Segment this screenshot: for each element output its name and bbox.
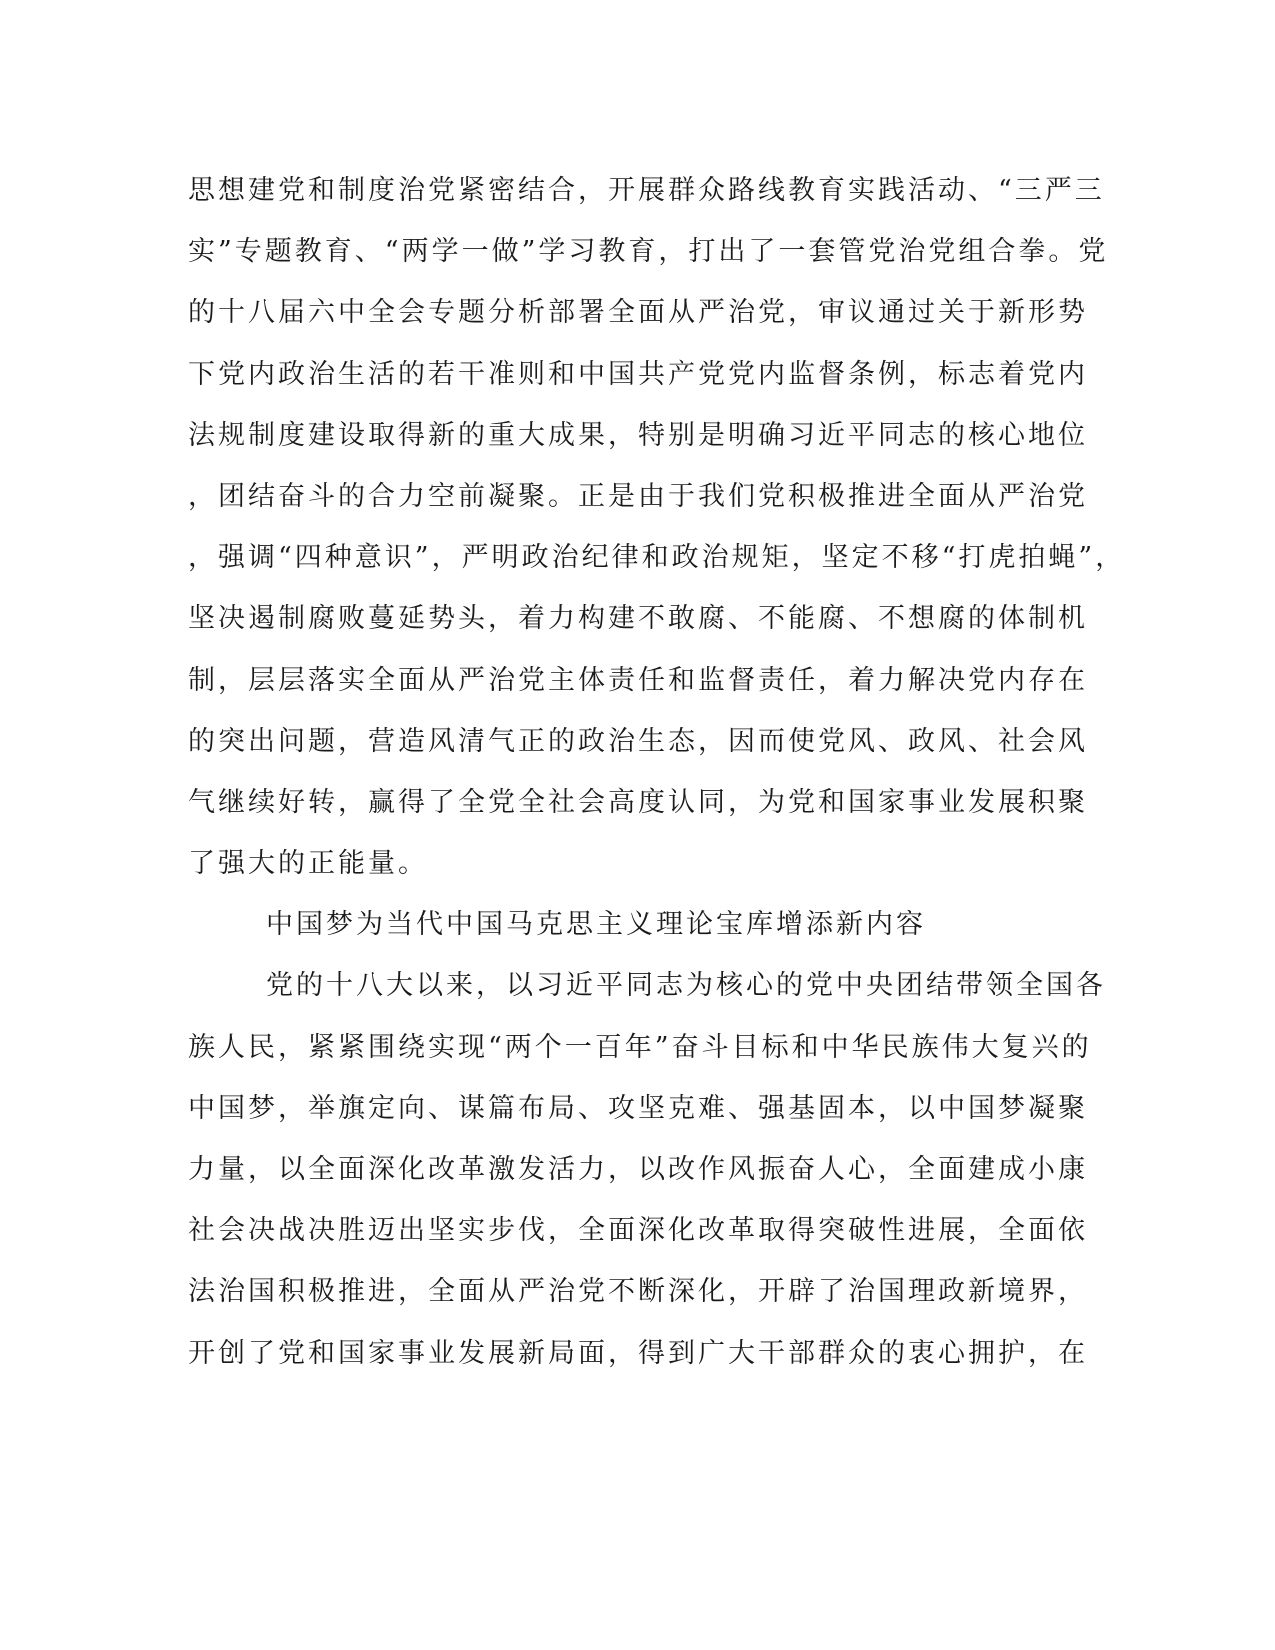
text-line: 思想建党和制度治党紧密结合，开展群众路线教育实践活动、“三严三: [188, 175, 1105, 206]
text-line: 中国梦，举旗定向、谋篇布局、攻坚克难、强基固本，以中国梦凝聚: [188, 1092, 1088, 1124]
text-line: 法规制度建设取得新的重大成果，特别是明确习近平同志的核心地位: [188, 419, 1088, 451]
text-line: 实”专题教育、“两学一做”学习教育，打出了一套管党治党组合拳。党: [188, 236, 1109, 268]
text-line: ，团结奋斗的合力空前凝聚。正是由于我们党积极推进全面从严治党: [188, 480, 1088, 512]
text-line: 社会决战决胜迈出坚实步伐，全面深化改革取得突破性进展，全面依: [188, 1215, 1088, 1247]
text-line: 下党内政治生活的若干准则和中国共产党党内监督条例，标志着党内: [188, 358, 1088, 390]
text-line: 了强大的正能量。: [188, 848, 428, 880]
text-line: 坚决遏制腐败蔓延势头，着力构建不敢腐、不能腐、不想腐的体制机: [188, 603, 1088, 635]
text-line: 族人民，紧紧围绕实现“两个一百年”奋斗目标和中华民族伟大复兴的: [188, 1031, 1092, 1063]
text-line: 的突出问题，营造风清气正的政治生态，因而使党风、政风、社会风: [188, 725, 1088, 757]
text-line: 气继续好转，赢得了全党全社会高度认同，为党和国家事业发展积聚: [188, 786, 1088, 818]
section-heading: 中国梦为当代中国马克思主义理论宝库增添新内容: [266, 909, 926, 941]
text-line: 的十八届六中全会专题分析部署全面从严治党，审议通过关于新形势: [188, 297, 1088, 329]
text-line: 开创了党和国家事业发展新局面，得到广大干部群众的衷心拥护，在: [188, 1337, 1088, 1369]
document-body: [188, 160, 1126, 1384]
text-line: 党的十八大以来，以习近平同志为核心的党中央团结带领全国各: [266, 970, 1106, 1002]
text-line: 力量，以全面深化改革激发活力，以改作风振奋人心，全面建成小康: [188, 1154, 1088, 1185]
text-line: ，强调“四种意识”，严明政治纪律和政治规矩，坚定不移“打虎拍蝇”，: [188, 542, 1126, 574]
text-line: 制，层层落实全面从严治党主体责任和监督责任，着力解决党内存在: [188, 664, 1088, 696]
text-line: 法治国积极推进，全面从严治党不断深化，开辟了治国理政新境界，: [188, 1276, 1088, 1308]
